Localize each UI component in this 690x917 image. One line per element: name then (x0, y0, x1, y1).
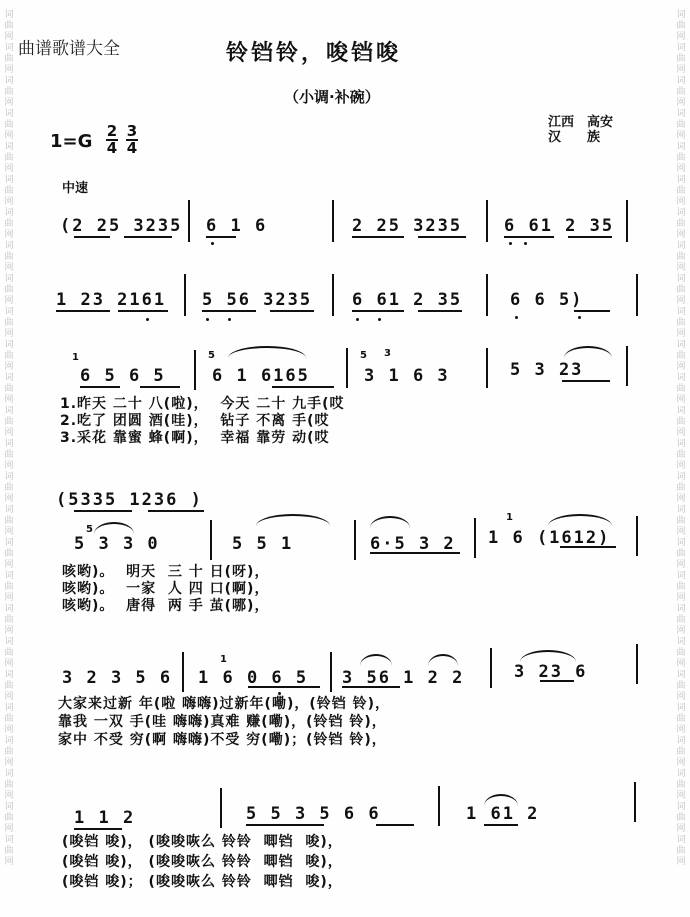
octave-dot (515, 316, 518, 319)
measure: 5 56 3235 (202, 290, 313, 310)
song-subtitle: （小调·补碗） (284, 88, 380, 106)
measure: 2 25 3235 (352, 216, 463, 236)
measure: 1 23 2161 (56, 290, 167, 310)
beam (80, 386, 120, 388)
slur (94, 522, 134, 534)
measure: 6 61 2 35 (352, 290, 463, 310)
octave-dot (228, 318, 231, 321)
octave-dot (378, 318, 381, 321)
measure: 5 3 23 (510, 360, 584, 380)
time-signature-1: 2 4 (106, 122, 118, 157)
grace-note: 1 (220, 654, 227, 665)
grace-note: 5 (360, 350, 367, 361)
lyric-verse-2: 咳哟)。 一家 人 四 口(啊)， (62, 581, 270, 597)
lyric-verse-2: 靠我 一双 手(哇 嗨嗨)真难 赚(嘞)，(铃铛 铃)， (58, 714, 387, 730)
beam (568, 236, 612, 238)
beam (574, 310, 610, 312)
octave-dot (206, 318, 209, 321)
barline (332, 200, 334, 242)
song-origin: 江西 高安 汉 族 (548, 115, 614, 145)
octave-dot (356, 318, 359, 321)
beam (484, 824, 518, 826)
beam (74, 510, 132, 512)
key-signature: 1=G (50, 131, 93, 152)
beam (376, 824, 414, 826)
beam (272, 386, 334, 388)
octave-dot (509, 242, 512, 245)
octave-dot (211, 242, 214, 245)
beam (270, 310, 314, 312)
lyric-verse-3: 咳哟)。 唐得 两 手 茧(哪)， (62, 598, 270, 614)
barline (188, 200, 190, 242)
barline (486, 200, 488, 242)
measure: 3 23 6 (514, 662, 588, 682)
beam (370, 552, 460, 554)
lyric-verse-1: (唆铛 唆)， (唆唆咴么 铃铃 唧铛 唆)， (62, 834, 343, 850)
barline (184, 274, 186, 316)
measure: 6 5 6 5 (80, 366, 166, 386)
beam (246, 824, 324, 826)
watermark-left: 词 曲 网 词 曲 网 词 曲 网 词 曲 网 词 曲 网 词 曲 网 词 曲 网 词 曲 网 词 曲 网 词 曲 网 词 曲 网 词 曲 网 词 曲 网 词 曲 网 词 曲 网 词 曲 网 词 曲 网 词 曲 网 词 曲 网 词 曲 网 词 曲 网 词 曲 网 词 曲 网 词 曲 网 词 曲 网 词 曲 网 (4, 10, 14, 867)
slur (564, 346, 612, 358)
lyric-verse-1: 咳哟)。 明天 三 十 日(呀)， (62, 564, 270, 580)
barline (354, 520, 356, 560)
site-name: 曲谱歌谱大全 (18, 39, 120, 59)
measure: 3 56 1 2 2 (342, 668, 465, 688)
barline (626, 346, 628, 386)
measure: 6 1 6165 (212, 366, 310, 386)
barline (438, 786, 440, 826)
beam (560, 546, 616, 548)
beam (148, 510, 204, 512)
measure: 5 3 3 0 (74, 534, 160, 554)
slur (256, 514, 330, 526)
barline (332, 274, 334, 316)
measure: 5 5 1 (232, 534, 294, 554)
tempo-marking: 中速 (62, 181, 89, 196)
octave-dot (278, 692, 281, 695)
octave-dot (578, 316, 581, 319)
barline (330, 652, 332, 692)
barline (636, 644, 638, 684)
octave-dot (524, 242, 527, 245)
lyric-verse-1: 大家来过新 年(啦 嗨嗨)过新年(嘞)，(铃铛 铃)， (58, 696, 391, 712)
slur (360, 654, 392, 666)
lyric-verse-3: 3.采花 靠蜜 蜂(啊)， 幸福 靠劳 动(哎 (60, 430, 330, 446)
beam (418, 236, 466, 238)
grace-note: 5 (86, 524, 93, 535)
beam (562, 380, 610, 382)
slur (520, 650, 576, 662)
beam (202, 310, 256, 312)
barline (636, 516, 638, 556)
measure: 3 2 3 5 6 (62, 668, 173, 688)
measure: (2 25 3235 (60, 216, 183, 236)
beam (342, 686, 400, 688)
measure: 3 1 6 3 (364, 366, 450, 386)
barline (474, 518, 476, 558)
beam (352, 236, 404, 238)
beam (540, 680, 574, 682)
grace-note: 1 (506, 512, 513, 523)
watermark-right: 词 曲 网 词 曲 网 词 曲 网 词 曲 网 词 曲 网 词 曲 网 词 曲 网 词 曲 网 词 曲 网 词 曲 网 词 曲 网 词 曲 网 词 曲 网 词 曲 网 词 曲 网 词 曲 网 词 曲 网 词 曲 网 词 曲 网 词 曲 网 词 曲 网 词 曲 网 词 曲 网 词 曲 网 词 曲 网 词 曲 网 (676, 10, 686, 867)
grace-note: 3 (384, 348, 391, 359)
beam (140, 386, 180, 388)
barline (490, 648, 492, 688)
slur (228, 346, 306, 358)
lyric-verse-3: 家中 不受 穷(啊 嗨嗨)不受 穷(嘞)；(铃铛 铃)， (58, 732, 387, 748)
beam (74, 828, 122, 830)
beam (248, 686, 320, 688)
beam (352, 310, 404, 312)
measure: 6·5 3 2 (370, 534, 456, 554)
measure: 6 61 2 35 (504, 216, 615, 236)
time-signature-2: 3 4 (126, 122, 138, 157)
barline (626, 200, 628, 242)
beam (56, 310, 110, 312)
slur (370, 516, 410, 528)
barline (346, 348, 348, 388)
intro-phrase: (5335 1236 ) (56, 490, 203, 510)
lyric-verse-3: (唆铛 唆)； (唆唆咴么 铃铃 唧铛 唆)， (62, 874, 343, 890)
lyric-verse-1: 1.昨天 二十 八(啦)， 今天 二十 九手(哎 (60, 396, 345, 412)
octave-dot (146, 318, 149, 321)
barline (486, 274, 488, 316)
barline (210, 520, 212, 560)
barline (486, 348, 488, 388)
beam (418, 310, 462, 312)
barline (634, 782, 636, 822)
measure: 6 6 5) (510, 290, 584, 310)
beam (124, 236, 172, 238)
barline (182, 652, 184, 692)
beam (74, 236, 110, 238)
grace-note: 1 (72, 352, 79, 363)
measure: 1 6 (1612) (488, 528, 611, 548)
measure: 1 6 0 6 5 (198, 668, 309, 688)
measure: 1 61 2 (466, 804, 540, 824)
barline (194, 350, 196, 390)
song-title: 铃铛铃，唆铛唆 (226, 41, 402, 66)
slur (428, 654, 458, 666)
beam (504, 236, 554, 238)
measure: 1 1 2 (74, 808, 136, 828)
measure: 5 5 3 5 6 6 (246, 804, 381, 824)
barline (220, 788, 222, 828)
beam (118, 310, 168, 312)
grace-note: 5 (208, 350, 215, 361)
barline (636, 274, 638, 316)
beam (206, 236, 236, 238)
lyric-verse-2: 2.吃了 团圆 酒(哇)， 钻子 不离 手(哎 (60, 413, 330, 429)
measure: 6 1 6 (206, 216, 268, 236)
slur (548, 514, 612, 526)
lyric-verse-2: (唆铛 唆)， (唆唆咴么 铃铃 唧铛 唆)， (62, 854, 343, 870)
